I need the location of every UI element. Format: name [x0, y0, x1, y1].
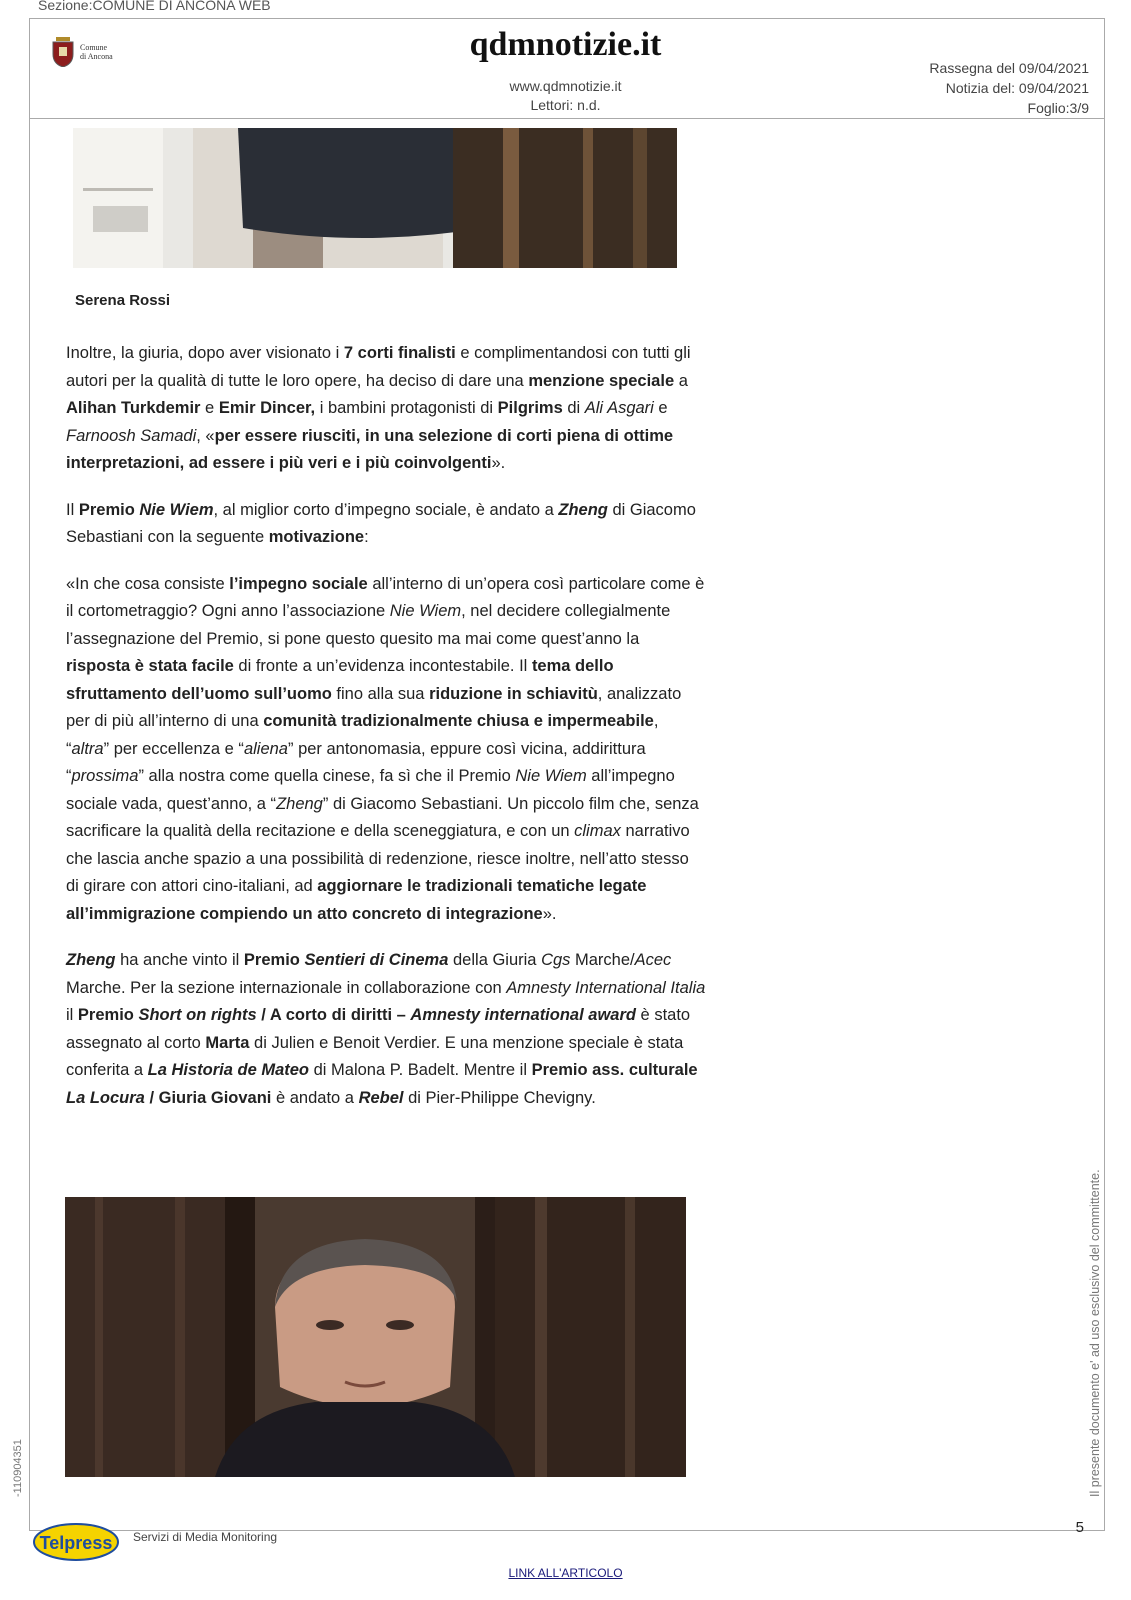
photo-caption: Serena Rossi: [75, 292, 171, 309]
article-link[interactable]: LINK ALL'ARTICOLO: [508, 1566, 623, 1580]
text-run: Il: [66, 500, 79, 519]
text-run: Zheng: [66, 951, 116, 969]
text-run: ” alla nostra come quella cinese, fa sì che il Premio: [138, 767, 516, 785]
text-run: di Pier-Philippe Chevigny.: [403, 1088, 596, 1107]
text-run: di Malona P. Badelt. Mentre il: [309, 1061, 532, 1079]
page-number: 5: [1075, 1519, 1084, 1536]
text-run: ” per antonomasia, eppure così vicina, addirittura “: [66, 739, 646, 785]
foglio-number: Foglio:3/9: [1027, 100, 1089, 116]
text-run: climax: [574, 822, 621, 840]
text-run: Marche. Per la sezione internazionale in collaborazione con: [66, 978, 507, 997]
disclaimer: Il presente documento e' ad uso esclusivo del committente.: [1088, 1169, 1102, 1497]
text-run: aliena: [243, 739, 288, 758]
text-run: risposta è stata facile: [66, 657, 234, 675]
text-run: / A corto di diritti –: [256, 1006, 411, 1024]
text-run: e: [200, 399, 219, 417]
text-run: Premio: [243, 951, 305, 969]
readers-count: Lettori: n.d.: [530, 97, 601, 113]
text-run: Short on rights: [138, 1006, 257, 1024]
text-run: e complimentandosi con tutti gli autori per la qualità di tutte le loro opere, ha deciso di dare una: [66, 344, 691, 390]
text-run: riduzione in schiavitù: [429, 684, 598, 703]
article-paragraph: [66, 497, 706, 552]
logo-line2: di Ancona: [80, 52, 113, 61]
text-run: di: [562, 399, 585, 417]
text-run: menzione speciale: [528, 371, 675, 390]
text-run: :: [364, 528, 369, 546]
text-run: tema dello sfruttamento dell’uomo sull’uomo: [66, 657, 614, 703]
text-run: ».: [542, 904, 557, 923]
text-run: e: [653, 399, 668, 417]
text-run: Cgs: [541, 951, 571, 969]
text-run: Ali Asgari: [584, 399, 654, 417]
text-run: , nel decidere collegialmente l’assegnazione del Premio, si pone questo quesito ma mai come quest’anno la: [66, 602, 671, 648]
telpress-brand: Telpress: [39, 1533, 113, 1553]
text-run: Zheng: [558, 500, 608, 519]
text-run: fino alla sua: [331, 684, 430, 703]
text-run: Amnesty International Italia: [506, 978, 706, 997]
text-run: La Locura: [66, 1088, 145, 1107]
document-id: -110904351: [12, 1439, 24, 1497]
text-run: Premio: [77, 1006, 139, 1024]
text-run: , “: [66, 712, 659, 758]
text-run: 7 corti finalisti: [343, 344, 456, 362]
article-paragraph: [66, 947, 706, 1112]
text-run: Emir Dincer,: [218, 399, 316, 417]
text-run: di Julien e Benoit Verdier. E una menzione speciale è stata conferita a: [66, 1033, 684, 1079]
text-run: Nie Wiem: [515, 767, 587, 785]
text-run: La Historia de Mateo: [147, 1061, 310, 1079]
text-run: Marche/: [570, 951, 635, 969]
text-run: i bambini protagonisti di: [315, 399, 498, 417]
text-run: ha anche vinto il: [115, 951, 244, 969]
text-run: Sentieri di Cinema: [304, 951, 449, 969]
text-run: comunità tradizionalmente chiusa e impermeabile: [263, 712, 654, 730]
text-run: / Giuria Giovani: [144, 1088, 272, 1107]
article-paragraph: [66, 571, 706, 929]
text-run: Inoltre, la giuria, dopo aver visionato i: [66, 344, 344, 362]
article-body: [66, 340, 706, 1131]
text-run: di fronte a un’evidenza incontestabile. Il: [233, 657, 532, 675]
rassegna-date: Rassegna del 09/04/2021: [929, 60, 1089, 76]
footer-services: Servizi di Media Monitoring: [133, 1530, 278, 1544]
text-run: della Giuria: [448, 951, 542, 969]
text-run: per essere riusciti, in una selezione di corti piena di ottime interpretazioni, ad essere i più veri e i più coinvolgenti: [66, 426, 674, 472]
text-run: , al miglior corto d’impegno sociale, è andato a: [213, 500, 559, 519]
text-run: all’interno di un’opera così particolare come è il cortometraggio? Ogni anno l’associazione: [66, 574, 705, 620]
header-divider: [29, 118, 1105, 119]
text-run: è andato a: [271, 1088, 359, 1107]
text-run: il: [66, 1006, 78, 1024]
text-run: l’impegno sociale: [229, 574, 368, 593]
text-run: altra: [71, 739, 104, 758]
text-run: , «: [196, 426, 215, 445]
text-run: narrativo che lascia anche spazio a una possibilità di redenzione, riesce inoltre, nell’atto stesso di girare con attori cino-italiani, ad: [66, 822, 690, 895]
text-run: Amnesty international award: [410, 1006, 636, 1024]
telpress-logo: [32, 1521, 120, 1563]
masthead-title: qdmnotizie.it: [469, 26, 662, 63]
text-run: Zheng: [276, 794, 323, 813]
text-run: è stato assegnato al corto: [66, 1006, 691, 1052]
text-run: ».: [491, 454, 506, 472]
text-run: Rebel: [358, 1088, 404, 1107]
article-paragraph: [66, 340, 706, 478]
text-run: Nie Wiem: [139, 500, 214, 519]
text-run: , analizzato per di più all’interno di una: [66, 684, 682, 730]
bottom-photo: [65, 1197, 686, 1477]
text-run: di Giacomo Sebastiani con la seguente: [66, 500, 696, 546]
text-run: Marta: [205, 1033, 250, 1052]
notizia-date: Notizia del: 09/04/2021: [945, 80, 1089, 96]
text-run: aggiornare le tradizionali tematiche legate all’immigrazione compiendo un atto concreto di integrazione: [66, 877, 647, 923]
text-run: Pilgrims: [497, 399, 563, 417]
text-run: Premio: [78, 500, 140, 519]
text-run: Farnoosh Samadi: [66, 426, 197, 445]
site-url: www.qdmnotizie.it: [509, 78, 622, 94]
section-label: Sezione:COMUNE DI ANCONA WEB: [38, 0, 271, 13]
text-run: «In che cosa consiste: [66, 574, 230, 593]
top-photo: [73, 128, 677, 268]
text-run: ” per eccellenza e “: [103, 739, 244, 758]
header-meta: [929, 58, 1089, 118]
text-run: Nie Wiem: [389, 602, 462, 620]
text-run: a: [674, 371, 688, 390]
text-run: motivazione: [268, 528, 365, 546]
logo-line1: Comune: [80, 43, 108, 52]
text-run: Acec: [634, 951, 672, 969]
text-run: ” di Giacomo Sebastiani. Un piccolo film che, senza sacrificare la qualità della recitazione e della sceneggiatura, e con un: [66, 794, 699, 840]
text-run: Alihan Turkdemir: [66, 399, 201, 417]
text-run: Premio ass. culturale: [531, 1061, 698, 1079]
text-run: all’impegno sociale vada, quest’anno, a “: [66, 767, 675, 813]
text-run: prossima: [71, 767, 139, 785]
